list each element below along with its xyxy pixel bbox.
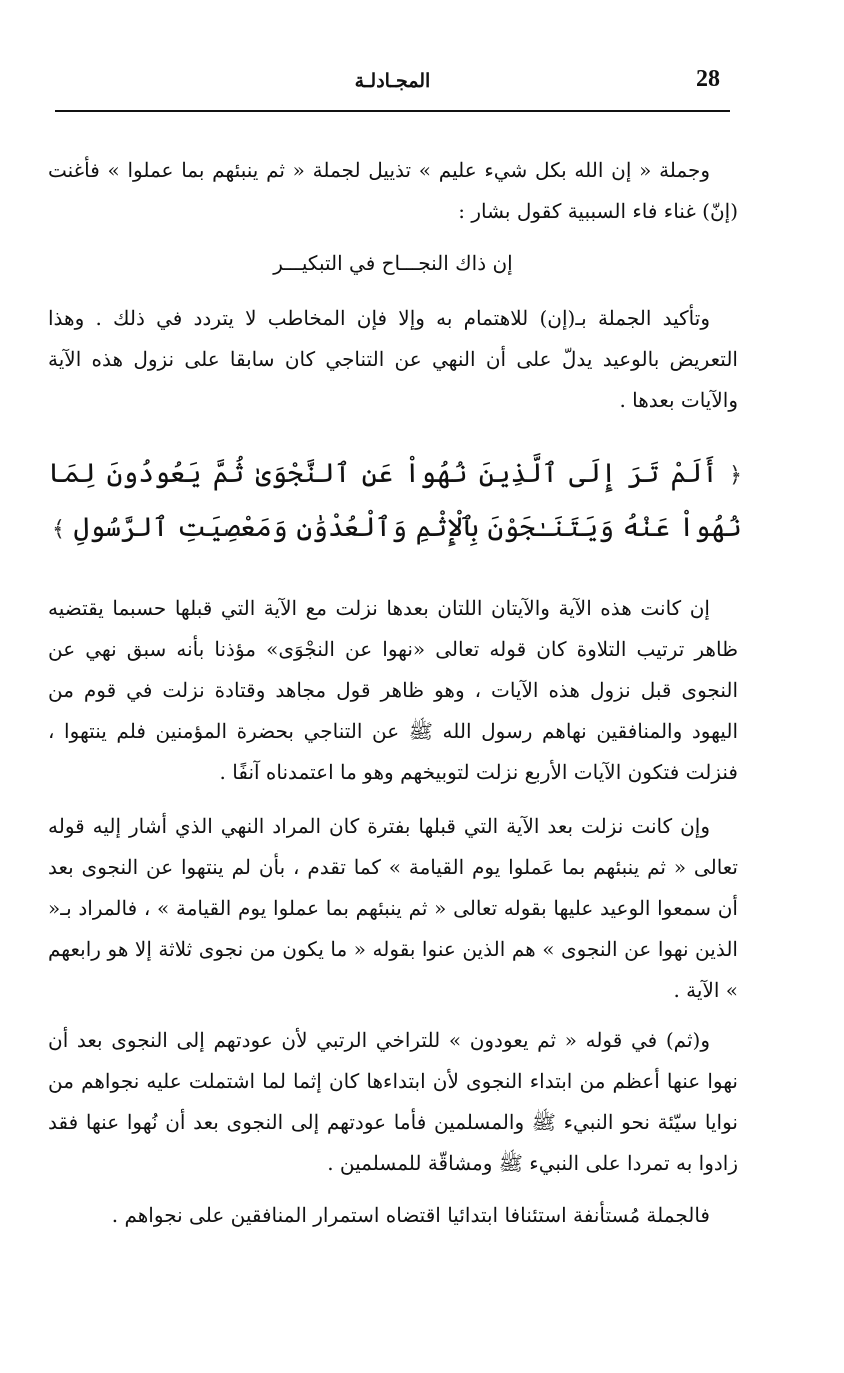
quran-verse — [48, 448, 742, 556]
paragraph-6: فالجملة مُستأنفة استئنافا ابتدائيا اقتضاه استمرار المنافقين على نجواهم . — [111, 1203, 710, 1227]
verse-open-ornament: ﴿ — [729, 463, 742, 488]
verse-close-ornament: ﴾ — [52, 517, 65, 542]
header-divider — [55, 110, 730, 112]
surah-title: المجـادلـة — [354, 70, 431, 92]
verse-text: أَلَمْ تَرَ إِلَى ٱلَّذِينَ نُهُواْ عَنِ ٱلنَّجْوَىٰ ثُمَّ يَعُودُونَ لِمَا نُهُواْ عَنْهُ وَيَتَنَـٰجَوْنَ بِٱلْإِثْمِ وَٱلْعُدْوَٰنِ وَمَعْصِيَتِ ٱلرَّسُولِ — [48, 458, 742, 543]
poem-line: إن ذاك النجـــاح في التبكيـــر — [273, 251, 513, 275]
paragraph-3: إن كانت هذه الآية والآيتان اللتان بعدها نزلت مع الآية التي قبلها حسبما يقتضيه ظاهر ترتيب التلاوة كان قوله تعالى «نهوا عن النجْوَى» مؤذنا بأنه سبق نهي عن النجوى قبل نزول هذه الآيات ، وهو ظاهر قول مجاهد وقتادة نزلت في قوم من اليهود والمنافقين نهاهم رسول الله ﷺ عن التناجي بحضرة المؤمنين فلم ينتهوا ، فنزلت فتكون الآيات الأربع نزلت لتوبيخهم وهو ما اعتمدناه آنفًا . — [48, 596, 738, 784]
paragraph-1: وجملة « إن الله بكل شيء عليم » تذييل لجملة « ثم ينبئهم بما عملوا » فأغنت (إنّ) غناء فاء السببية كقول بشار : — [48, 158, 738, 223]
page-number: 28 — [696, 66, 720, 92]
paragraph-4: وإن كانت نزلت بعد الآية التي قبلها بفترة كان المراد النهي الذي أشار إليه قوله تعالى « ثم ينبئهم بما عَملوا يوم القيامة » كما تقدم ، بأن لم ينتهوا عن النجوى بعد أن سمعوا الوعيد عليها بقوله تعالى « ثم ينبئهم بما عملوا يوم القيامة » ، فالمراد بـ« الذين نهوا عن النجوى » هم الذين عنوا بقوله « ما يكون من نجوى ثلاثة إلا هو رابعهم » الآية . — [48, 814, 738, 1002]
paragraph-2: وتأكيد الجملة بـ(إن) للاهتمام به وإلا فإن المخاطب لا يتردد في ذلك . وهذا التعريض بالوعيد يدلّ على أن النهي عن التناجي كان سابقا على نزول هذه الآية والآيات بعدها . — [48, 306, 738, 412]
page-header — [55, 66, 730, 104]
paragraph-5: و(ثم) في قوله « ثم يعودون » للتراخي الرتبي لأن عودتهم إلى النجوى بعد أن نهوا عنها أعظم من ابتداء النجوى لأن ابتداءها كان إثما لما اشتملت عليه نجواهم من نوايا سيّئة نحو النبيء ﷺ والمسلمين فأما عودتهم إلى النجوى بعد أن نُهوا عنها فقد زادوا به تمردا على النبيء ﷺ ومشاقّة للمسلمين . — [48, 1028, 738, 1175]
